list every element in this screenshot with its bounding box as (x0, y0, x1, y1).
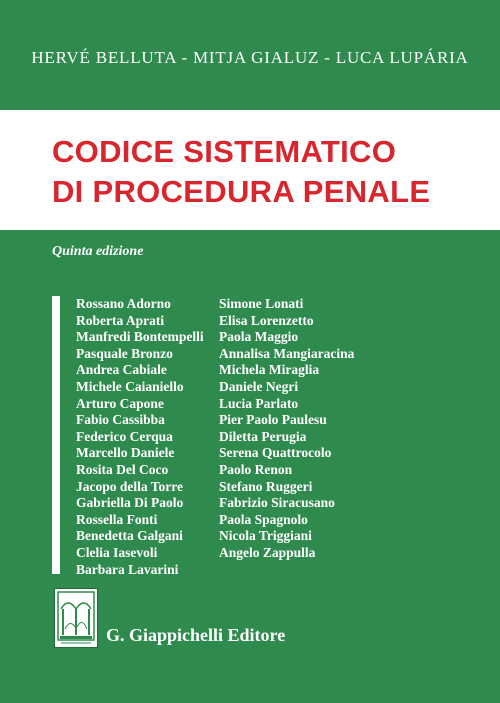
contributor-name: Lucia Parlato (219, 395, 299, 411)
contributor-name: Manfredi Bontempelli (76, 329, 204, 345)
contributor-name: Michele Caianiello (76, 378, 184, 394)
contributor-name: Michela Miraglia (219, 362, 320, 378)
contributor-name: Fabrizio Siracusano (219, 495, 335, 511)
contributor-name: Angelo Zappulla (219, 544, 316, 560)
contributor-name: Barbara Lavarini (76, 561, 179, 577)
contributors-bar (52, 296, 60, 574)
contributor-name: Serena Quattrocolo (219, 445, 332, 461)
contributor-name: Daniele Negri (219, 378, 299, 394)
edition-label: Quinta edizione (52, 244, 144, 259)
contributor-name: Nicola Triggiani (219, 528, 312, 544)
contributor-name: Fabio Cassibba (76, 412, 165, 428)
contributor-name: Roberta Aprati (76, 312, 165, 328)
contributor-name: Rossella Fonti (76, 511, 158, 527)
contributor-name: Rosita Del Coco (76, 461, 169, 477)
publisher-emblem-icon (54, 588, 98, 648)
contributors-list-right (219, 296, 354, 562)
contributor-name: Andrea Cabiale (76, 362, 167, 378)
contributor-name: Marcello Daniele (76, 445, 175, 461)
contributor-name: Gabriella Di Paolo (76, 495, 184, 511)
contributor-name: Paola Spagnolo (219, 511, 308, 527)
contributor-name: Pier Paolo Paulesu (219, 412, 327, 428)
contributor-name: Arturo Capone (76, 395, 164, 411)
title-band (0, 110, 500, 230)
contributor-name: Federico Cerqua (76, 428, 173, 444)
contributor-name: Pasquale Bronzo (76, 345, 173, 361)
contributor-name: Stefano Ruggeri (219, 478, 313, 494)
contributor-name: Paolo Renon (219, 461, 293, 477)
title-line-2: DI PROCEDURA PENALE (52, 174, 431, 209)
contributor-name: Diletta Perugia (219, 428, 307, 444)
contributor-name: Benedetta Galgani (76, 528, 183, 544)
contributor-name: Clelia Iasevoli (76, 544, 158, 560)
contributors-list-left (76, 296, 204, 578)
contributor-name: Annalisa Mangiaracina (219, 345, 355, 361)
title-line-1: CODICE SISTEMATICO (52, 134, 397, 169)
contributor-name: Jacopo della Torre (76, 478, 184, 494)
contributor-name: Rossano Adorno (76, 296, 171, 311)
contributor-name: Simone Lonati (219, 296, 304, 311)
contributor-name: Paola Maggio (219, 329, 299, 345)
contributor-name: Elisa Lorenzetto (219, 312, 314, 328)
authors-line: HERVÉ BELLUTA - MITJA GIALUZ - LUCA LUPÁRIA (31, 48, 469, 67)
publisher-name: G. Giappichelli Editore (106, 625, 286, 645)
